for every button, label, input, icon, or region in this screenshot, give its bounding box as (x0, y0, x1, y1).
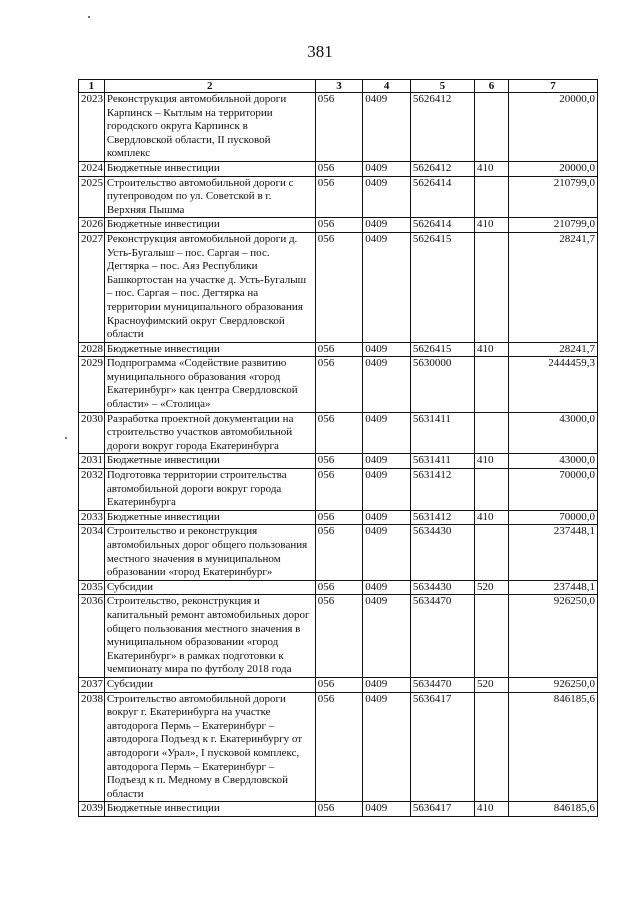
expense-type-code (474, 412, 508, 454)
table-row (79, 454, 598, 469)
amount: 28241,7 (509, 232, 598, 342)
section-code: 0409 (363, 342, 411, 357)
expense-type-code: 410 (474, 802, 508, 817)
expense-type-code: 410 (474, 218, 508, 233)
column-header: 6 (474, 80, 508, 93)
row-number: 2029 (79, 357, 105, 412)
item-name: Строительство, реконструкция и капитальный ремонт автомобильных дорог общего пользования местного значения в муниципальном образовании «город Екатеринбург» в рамках подготовки к чемпионату мира по футболу 2018 года (104, 595, 315, 678)
target-article-code: 5634430 (410, 580, 474, 595)
section-code: 0409 (363, 454, 411, 469)
table-row (79, 469, 598, 511)
amount: 2444459,3 (509, 357, 598, 412)
expense-type-code: 410 (474, 454, 508, 469)
row-number: 2032 (79, 469, 105, 511)
target-article-code: 5634430 (410, 525, 474, 580)
table-row (79, 595, 598, 678)
table-row (79, 357, 598, 412)
row-number: 2030 (79, 412, 105, 454)
section-code: 0409 (363, 176, 411, 218)
item-name: Субсидии (104, 677, 315, 692)
row-number: 2028 (79, 342, 105, 357)
expense-type-code (474, 469, 508, 511)
table-row (79, 412, 598, 454)
table-row (79, 218, 598, 233)
ministry-code: 056 (315, 232, 363, 342)
item-name: Бюджетные инвестиции (104, 342, 315, 357)
amount: 70000,0 (509, 469, 598, 511)
target-article-code: 5636417 (410, 692, 474, 802)
row-number: 2025 (79, 176, 105, 218)
table-row (79, 802, 598, 817)
expense-type-code: 410 (474, 510, 508, 525)
table-row (79, 510, 598, 525)
target-article-code: 5634470 (410, 677, 474, 692)
item-name: Субсидии (104, 580, 315, 595)
section-code: 0409 (363, 93, 411, 162)
page-number: 381 (307, 42, 333, 61)
target-article-code: 5636417 (410, 802, 474, 817)
amount: 43000,0 (509, 412, 598, 454)
ministry-code: 056 (315, 677, 363, 692)
ministry-code: 056 (315, 454, 363, 469)
section-code: 0409 (363, 802, 411, 817)
row-number: 2035 (79, 580, 105, 595)
ministry-code: 056 (315, 692, 363, 802)
amount: 846185,6 (509, 692, 598, 802)
expense-type-code (474, 595, 508, 678)
expense-type-code (474, 692, 508, 802)
expense-type-code (474, 93, 508, 162)
section-code: 0409 (363, 161, 411, 176)
table-row (79, 580, 598, 595)
amount: 926250,0 (509, 595, 598, 678)
ministry-code: 056 (315, 218, 363, 233)
ministry-code: 056 (315, 93, 363, 162)
row-number: 2037 (79, 677, 105, 692)
target-article-code: 5626414 (410, 176, 474, 218)
table-body (79, 93, 598, 817)
item-name: Реконструкция автомобильной дороги д. Усть-Бугалыш – пос. Саргая – пос. Дегтярка – пос. Аяз Республики Башкортостан на участке д. Усть-Бугалыш – пос. Саргая – пос. Дегтярка на территории муниципального образования Красноуфимский округ Свердловской области (104, 232, 315, 342)
target-article-code: 5631411 (410, 454, 474, 469)
target-article-code: 5630000 (410, 357, 474, 412)
table-row (79, 176, 598, 218)
target-article-code: 5634470 (410, 595, 474, 678)
amount: 237448,1 (509, 525, 598, 580)
table-row (79, 677, 598, 692)
target-article-code: 5626415 (410, 342, 474, 357)
scan-speck (65, 437, 67, 439)
item-name: Строительство автомобильной дороги с путепроводом по ул. Советской в г. Верхняя Пышма (104, 176, 315, 218)
row-number: 2027 (79, 232, 105, 342)
row-number: 2023 (79, 93, 105, 162)
section-code: 0409 (363, 510, 411, 525)
amount: 210799,0 (509, 218, 598, 233)
expense-type-code (474, 232, 508, 342)
target-article-code: 5631412 (410, 510, 474, 525)
row-number: 2038 (79, 692, 105, 802)
table-row (79, 93, 598, 162)
row-number: 2024 (79, 161, 105, 176)
ministry-code: 056 (315, 595, 363, 678)
column-header: 1 (79, 80, 105, 93)
section-code: 0409 (363, 469, 411, 511)
scan-speck (88, 16, 90, 18)
column-header: 3 (315, 80, 363, 93)
expense-type-code: 410 (474, 342, 508, 357)
table-row (79, 525, 598, 580)
ministry-code: 056 (315, 176, 363, 218)
table-row (79, 161, 598, 176)
column-header: 2 (104, 80, 315, 93)
item-name: Подготовка территории строительства автомобильной дороги вокруг города Екатеринбурга (104, 469, 315, 511)
amount: 70000,0 (509, 510, 598, 525)
item-name: Бюджетные инвестиции (104, 161, 315, 176)
table-row (79, 232, 598, 342)
expense-type-code: 520 (474, 580, 508, 595)
target-article-code: 5626412 (410, 161, 474, 176)
amount: 846185,6 (509, 802, 598, 817)
amount: 237448,1 (509, 580, 598, 595)
amount: 20000,0 (509, 161, 598, 176)
table-row (79, 342, 598, 357)
target-article-code: 5626414 (410, 218, 474, 233)
section-code: 0409 (363, 232, 411, 342)
item-name: Строительство автомобильной дороги вокруг г. Екатеринбурга на участке автодорога Пермь – Екатеринбург – автодорога Подъезд к г. Екатеринбургу от автодороги «Урал», I пусковой комплекс, автодорога Пермь – Екатеринбург – Подъезд к п. Медному в Свердловской области (104, 692, 315, 802)
expense-type-code: 410 (474, 161, 508, 176)
ministry-code: 056 (315, 580, 363, 595)
ministry-code: 056 (315, 510, 363, 525)
ministry-code: 056 (315, 412, 363, 454)
column-header: 4 (363, 80, 411, 93)
row-number: 2034 (79, 525, 105, 580)
item-name: Бюджетные инвестиции (104, 454, 315, 469)
section-code: 0409 (363, 525, 411, 580)
ministry-code: 056 (315, 469, 363, 511)
ministry-code: 056 (315, 342, 363, 357)
section-code: 0409 (363, 412, 411, 454)
amount: 210799,0 (509, 176, 598, 218)
expense-type-code (474, 176, 508, 218)
item-name: Подпрограмма «Содействие развитию муниципального образования «город Екатеринбург» как центра Свердловской области» – «Столица» (104, 357, 315, 412)
row-number: 2036 (79, 595, 105, 678)
target-article-code: 5626415 (410, 232, 474, 342)
column-header: 5 (410, 80, 474, 93)
section-code: 0409 (363, 218, 411, 233)
ministry-code: 056 (315, 525, 363, 580)
item-name: Бюджетные инвестиции (104, 510, 315, 525)
expense-type-code (474, 357, 508, 412)
row-number: 2039 (79, 802, 105, 817)
expense-type-code (474, 525, 508, 580)
item-name: Реконструкция автомобильной дороги Карпинск – Кытлым на территории городского округа Карпинск в Свердловской области, II пусковой комплекс (104, 93, 315, 162)
target-article-code: 5626412 (410, 93, 474, 162)
item-name: Бюджетные инвестиции (104, 802, 315, 817)
item-name: Бюджетные инвестиции (104, 218, 315, 233)
target-article-code: 5631412 (410, 469, 474, 511)
row-number: 2033 (79, 510, 105, 525)
item-name: Строительство и реконструкция автомобильных дорог общего пользования местного значения в муниципальном образовании «город Екатеринбург» (104, 525, 315, 580)
ministry-code: 056 (315, 357, 363, 412)
column-header: 7 (509, 80, 598, 93)
section-code: 0409 (363, 357, 411, 412)
section-code: 0409 (363, 692, 411, 802)
row-number: 2031 (79, 454, 105, 469)
amount: 926250,0 (509, 677, 598, 692)
table-row (79, 692, 598, 802)
row-number: 2026 (79, 218, 105, 233)
ministry-code: 056 (315, 802, 363, 817)
header-row (79, 80, 598, 93)
item-name: Разработка проектной документации на строительство участков автомобильной дороги вокруг города Екатеринбурга (104, 412, 315, 454)
target-article-code: 5631411 (410, 412, 474, 454)
amount: 20000,0 (509, 93, 598, 162)
amount: 28241,7 (509, 342, 598, 357)
section-code: 0409 (363, 677, 411, 692)
expense-type-code: 520 (474, 677, 508, 692)
section-code: 0409 (363, 580, 411, 595)
ministry-code: 056 (315, 161, 363, 176)
section-code: 0409 (363, 595, 411, 678)
budget-table (78, 79, 598, 817)
amount: 43000,0 (509, 454, 598, 469)
